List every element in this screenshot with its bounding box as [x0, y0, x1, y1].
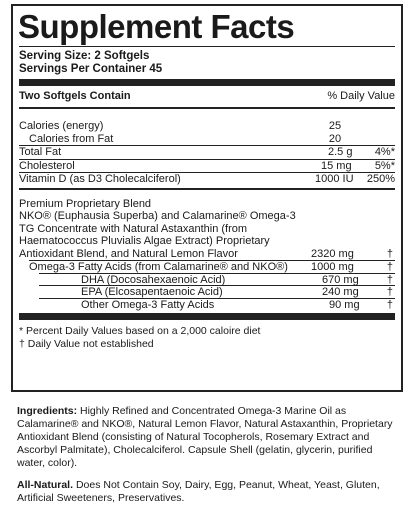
- blend-dv: †: [386, 247, 393, 260]
- sub-item-dv: †: [386, 273, 393, 286]
- nutrient-row: [19, 120, 395, 133]
- sub-item-row: [39, 273, 395, 286]
- blend-line: Haematococcus Pluvialis Algae Extract) Proprietary: [19, 235, 270, 247]
- blend-total-row: [19, 248, 395, 261]
- nutrient-amount: 1000 IU: [315, 173, 354, 185]
- sub-item-label: DHA (Docosahexaenoic Acid): [81, 273, 226, 286]
- sub-item-dv: †: [386, 261, 393, 273]
- nutrient-dv: 5%*: [374, 159, 395, 172]
- sub-item-label: EPA (Elcosapentaenoic Acid): [81, 286, 223, 298]
- sub-item-amount: 240 mg: [322, 286, 359, 298]
- nutrient-amount: 2.5 g: [328, 146, 353, 158]
- allnatural-text: Does Not Contain Soy, Dairy, Egg, Peanut, Wheat, Yeast, Gluten, Artificial Sweeteners, Preservatives.: [17, 479, 380, 504]
- blend-amount: 2320 mg: [311, 247, 354, 260]
- nutrient-label: Vitamin D (as D3 Cholecalciferol): [19, 173, 181, 185]
- proprietary-blend: [19, 198, 395, 261]
- sub-item-row: [39, 285, 395, 298]
- nutrient-dv: 250%: [366, 173, 395, 185]
- nutrient-row: [19, 173, 395, 186]
- nutrient-dv: 4%*: [374, 146, 395, 158]
- divider-thick: [19, 313, 395, 320]
- serving-size: Serving Size: 2 Softgels: [19, 50, 150, 62]
- nutrient-row: [19, 146, 395, 159]
- blend-line: Premium Proprietary Blend: [19, 197, 152, 210]
- sub-item-amount: 90 mg: [329, 298, 360, 311]
- ingredients-label: Ingredients:: [17, 405, 78, 417]
- ingredients-paragraph: [17, 405, 402, 470]
- footnotes: [19, 320, 395, 351]
- sub-item-row: [39, 298, 395, 311]
- sub-item-dv: †: [386, 298, 393, 311]
- ingredients-section: [17, 405, 402, 505]
- divider-thick: [19, 79, 395, 86]
- nutrient-row: [19, 133, 395, 146]
- ingredients-text: Highly Refined and Concentrated Omega-3 Marine Oil as Calamarine® and NKO®, Natural Lemon Flavor, Natural Astaxanthin, Proprietary Antioxidant Blend (consisting of Natural Tocopherols, Rosemary Extract and Ascorbyl Palmitate), Cholecalciferol. Capsule Shell (gelatin, glycerin, purified water, color).: [17, 405, 393, 469]
- nutrient-label: Calories from Fat: [29, 132, 114, 145]
- blend-line: NKO® (Euphausia Superba) and Calamarine® Omega-3: [19, 210, 296, 222]
- nutrient-amount: 20: [328, 132, 342, 145]
- column-header: [19, 86, 395, 107]
- sub-item-label: Omega-3 Fatty Acids (from Calamarine® and NKO®): [29, 261, 288, 273]
- allnatural-paragraph: [17, 479, 402, 505]
- nutrient-label: Cholesterol: [19, 159, 75, 172]
- footnote-dv: * Percent Daily Values based on a 2,000 caloire diet: [19, 325, 261, 337]
- sub-item-row: [29, 260, 395, 273]
- nutrient-amount: 15 mg: [321, 159, 352, 172]
- header-right: % Daily Value: [327, 90, 395, 102]
- sub-item-amount: 670 mg: [322, 273, 359, 286]
- allnatural-label: All-Natural.: [17, 479, 74, 491]
- blend-line: Antioxidant Blend, and Natural Lemon Flavor: [19, 247, 238, 260]
- supplement-facts-panel: [11, 4, 403, 392]
- sub-item-amount: 1000 mg: [311, 261, 354, 273]
- sub-item-label: Other Omega-3 Fatty Acids: [81, 298, 215, 311]
- sub-item-dv: †: [386, 286, 393, 298]
- servings-per-container: Servings Per Container 45: [19, 63, 163, 75]
- nutrient-row: [19, 160, 395, 173]
- nutrient-label: Calories (energy): [19, 120, 104, 132]
- nutrient-amount: 25: [328, 120, 342, 132]
- panel-title: Supplement Facts: [18, 8, 295, 45]
- footnote-dagger: † Daily Value not established: [19, 338, 154, 350]
- blend-line: TG Concentrate with Natural Astaxanthin (from: [19, 222, 248, 235]
- header-left: Two Softgels Contain: [19, 90, 131, 102]
- serving-info: [19, 47, 395, 79]
- nutrient-label: Total Fat: [19, 146, 62, 158]
